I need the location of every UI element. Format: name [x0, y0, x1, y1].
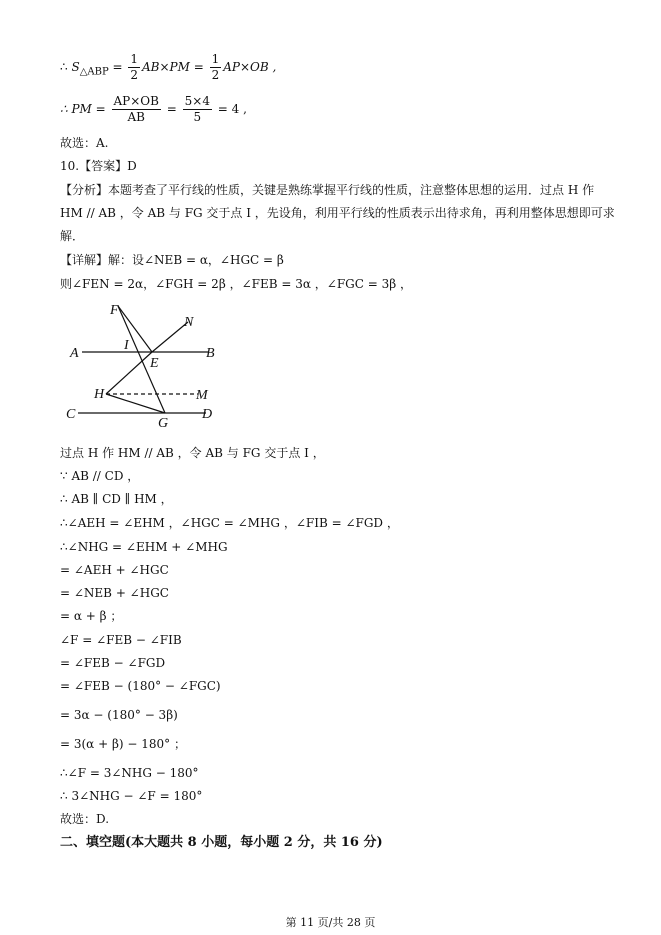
solution-line-1: 【详解】解：设∠NEB = α，∠HGC = β	[60, 253, 284, 267]
proof-line-11: = ∠FEB − (180° − ∠FGC)	[60, 679, 221, 693]
analysis-line-3: 解．	[60, 229, 85, 243]
proof-line-3: ∴ AB ∥ CD ∥ HM ，	[60, 492, 173, 506]
page-footer: 第 11 页/共 28 页	[285, 916, 376, 929]
proof-line-6: = ∠AEH + ∠HGC	[60, 563, 169, 577]
proof-line-10: = ∠FEB − ∠FGD	[60, 656, 166, 670]
analysis-line-1: 【分析】本题考查了平行线的性质，关键是熟练掌握平行线的性质，注意整体思想的运用．过点 H 作	[60, 183, 595, 197]
proof-line-8: = α + β ；	[60, 609, 123, 623]
answer-choice-a: 故选：A.	[60, 136, 109, 150]
label-i: I	[124, 338, 129, 353]
proof-line-4: ∴∠AEH = ∠EHM ，∠HGC = ∠MHG ，∠FIB = ∠FGD ，	[60, 516, 399, 530]
solution-line-2: 则∠FEN = 2α，∠FGH = 2β ，∠FEB = 3α ，∠FGC = 3β ，	[60, 277, 412, 291]
question-10-answer: 10.【答案】D	[60, 159, 137, 173]
proof-line-1: 过点 H 作 HM // AB ，令 AB 与 FG 交于点 I ，	[60, 446, 325, 460]
proof-line-2: ∵ AB // CD ，	[60, 469, 140, 483]
label-a: A	[70, 346, 79, 361]
segment-he	[106, 352, 152, 394]
label-h: H	[94, 387, 105, 402]
proof-line-7: = ∠NEB + ∠HGC	[60, 586, 169, 600]
equation-pm: ∴ PM = $\frac{AP\times OB}{AB}$ = $\frac{5\times 4}{5}$ = 4 ,	[60, 94, 247, 124]
label-f: F	[110, 303, 119, 318]
label-e: E	[150, 356, 159, 371]
label-c: C	[66, 407, 76, 422]
proof-line-14: ∴∠F = 3∠NHG − 180°	[60, 766, 199, 780]
equation-area: ∴ $S_{\triangle ABP}$ = $\frac{1}{2}$ AB×PM = $\frac{1}{2}$ AP×OB ,	[60, 52, 277, 82]
geometry-figure	[60, 300, 230, 430]
analysis-line-2: HM // AB ，令 AB 与 FG 交于点 I ，先设角，利用平行线的性质表示出待求角，再利用整体思想即可求	[60, 206, 615, 220]
proof-line-12: = 3α − (180° − 3β)	[60, 708, 178, 722]
label-m: M	[196, 388, 208, 403]
proof-line-5: ∴∠NHG = ∠EHM + ∠MHG	[60, 540, 228, 554]
answer-choice-d: 故选：D.	[60, 812, 110, 826]
proof-line-9: ∠F = ∠FEB − ∠FIB	[60, 633, 182, 647]
label-n: N	[184, 315, 194, 330]
label-d: D	[202, 407, 213, 422]
segment-hg	[106, 394, 165, 413]
label-b: B	[206, 346, 215, 361]
ray-en	[152, 322, 188, 352]
label-g: G	[158, 416, 169, 430]
proof-line-13: = 3(α + β) − 180° ；	[60, 737, 186, 751]
section-heading: 二、填空题(本大题共 8 小题，每小题 2 分，共 16 分)	[60, 835, 383, 850]
proof-line-15: ∴ 3∠NHG − ∠F = 180°	[60, 789, 203, 803]
